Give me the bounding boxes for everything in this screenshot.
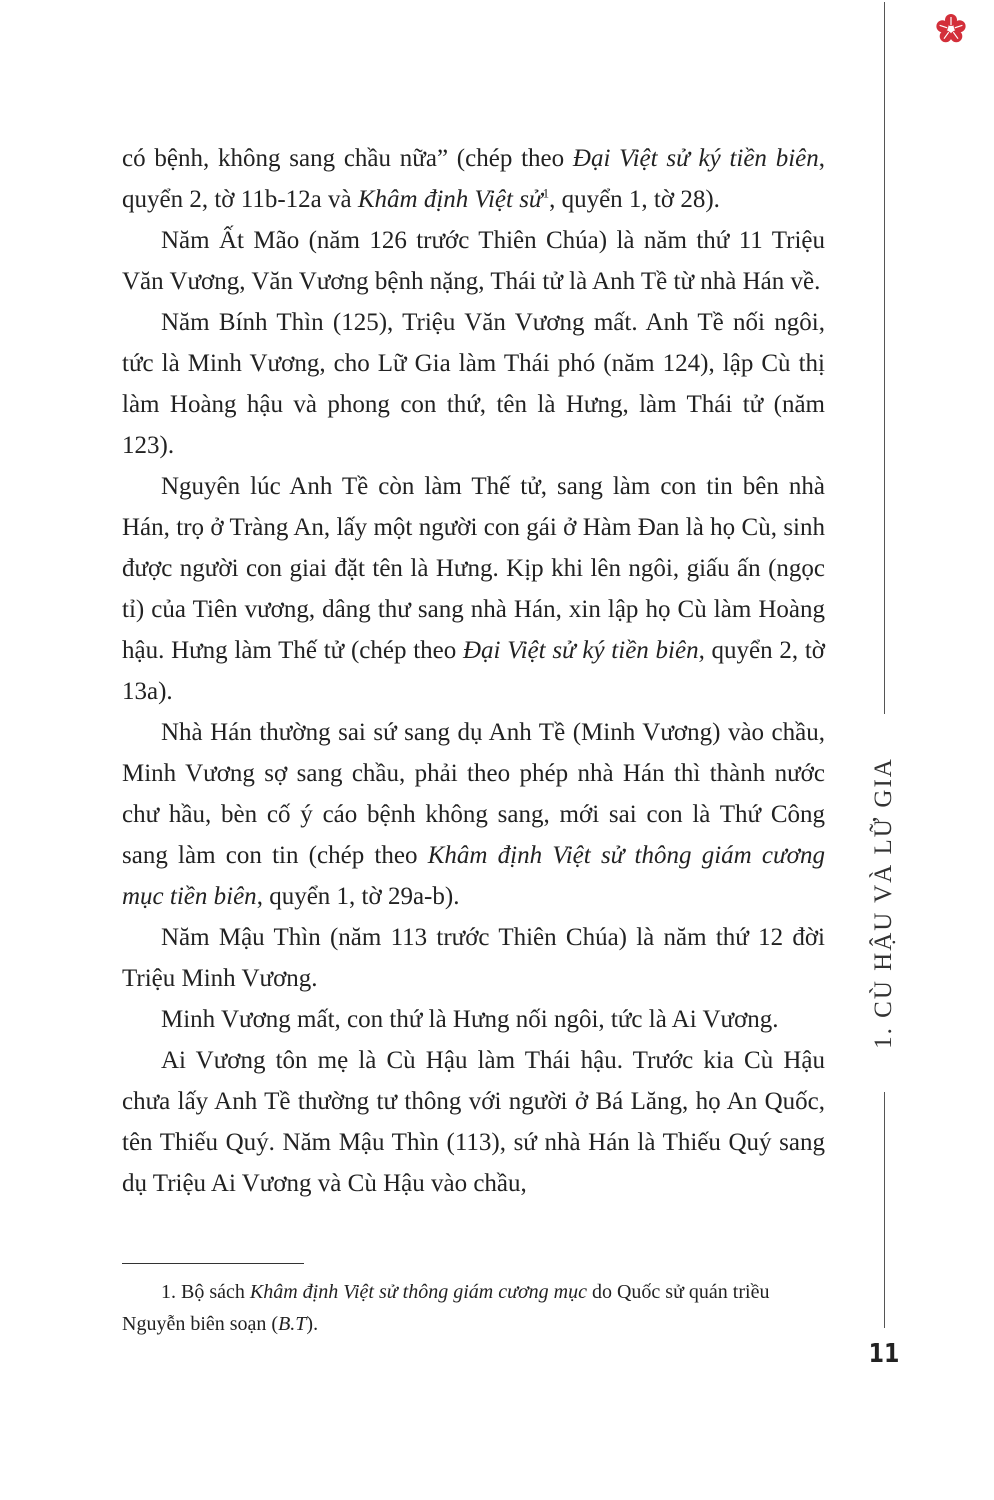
text-run: , quyển 2, tờ 11b-12a và bbox=[122, 145, 825, 213]
text-run: , quyển 1, tờ 29a-b). bbox=[256, 883, 460, 910]
paragraph: Minh Vương mất, con thứ là Hưng nối ngôi, tức là Ai Vương. bbox=[161, 1006, 779, 1033]
flower-ornament-icon bbox=[934, 12, 968, 46]
text-run: có bệnh, không sang chầu nữa” (chép theo bbox=[122, 145, 573, 172]
book-title: Khâm định Việt sử thông giám cương mục tiền biên bbox=[122, 842, 825, 910]
book-title: Khâm định Việt sử bbox=[357, 186, 543, 213]
paragraph bbox=[122, 466, 825, 712]
text-run: Nguyên lúc Anh Tề còn làm Thế tử, sang làm con tin bên nhà Hán, trọ ở Tràng An, lấy một người con gái ở Hàm Đan là họ Cù, sinh được người con giai đặt tên là Hưng. Kịp khi lên ngôi, giấu ấn (ngọc tỉ) của Tiên vương, dâng thư sang nhà Hán, xin lập họ Cù làm Hoàng hậu. Hưng làm Thế tử (chép theo bbox=[122, 473, 825, 664]
text-run: 1. Bộ sách bbox=[161, 1281, 250, 1303]
paragraph bbox=[122, 712, 825, 917]
page-number: 11 bbox=[868, 1339, 900, 1369]
footnote bbox=[122, 1276, 825, 1340]
margin-rule-bottom bbox=[884, 1092, 885, 1328]
paragraph: Năm Mậu Thìn (năm 113 trước Thiên Chúa) là năm thứ 12 đời Triệu Minh Vương. bbox=[122, 924, 825, 992]
paragraph: Năm Ất Mão (năm 126 trước Thiên Chúa) là năm thứ 11 Triệu Văn Vương, Văn Vương bệnh nặng, Thái tử là Anh Tề từ nhà Hán về. bbox=[122, 227, 825, 295]
footnote-ref: 1 bbox=[542, 185, 550, 201]
running-head-text: 1. CÙ HẬU VÀ LỮ GIA bbox=[870, 757, 897, 1049]
footnote-text bbox=[122, 1276, 825, 1340]
paragraph: Năm Bính Thìn (125), Triệu Văn Vương mất. Anh Tề nối ngôi, tức là Minh Vương, cho Lữ Gia làm Thái phó (năm 124), lập Cù thị làm Hoàng hậu và phong con thứ, tên là Hưng, làm Thái tử (năm 123). bbox=[122, 309, 825, 459]
text-run: quyển 2, tờ 13a). bbox=[122, 637, 826, 705]
book-title: Khâm định Việt sử thông giám cương mục bbox=[249, 1281, 587, 1303]
book-title: Đại Việt sử ký tiền biên, bbox=[462, 637, 705, 664]
text-run: , quyển 1, tờ 28). bbox=[549, 186, 720, 213]
text-run: Nhà Hán thường sai sứ sang dụ Anh Tề (Minh Vương) vào chầu, Minh Vương sợ sang chầu, phải theo phép nhà Hán thì thành nước chư hầu, bèn cố ý cáo bệnh không sang, mới sai con là Thứ Công sang làm con tin (chép theo bbox=[122, 719, 825, 869]
abbreviation: B.T bbox=[278, 1313, 307, 1335]
text-run: ). bbox=[306, 1313, 319, 1335]
paragraph bbox=[122, 138, 825, 220]
text-run: do Quốc sử quán triều Nguyễn biên soạn ( bbox=[122, 1281, 770, 1335]
footnote-divider bbox=[122, 1263, 304, 1264]
margin-rule-top bbox=[884, 2, 885, 714]
body-text bbox=[122, 138, 825, 1204]
paragraph: Ai Vương tôn mẹ là Cù Hậu làm Thái hậu. Trước kia Cù Hậu chưa lấy Anh Tề thường tư thông với người ở Bá Lăng, họ An Quốc, tên Thiếu Quý. Năm Mậu Thìn (113), sứ nhà Hán là Thiếu Quý sang dụ Triệu Ai Vương và Cù Hậu vào chầu, bbox=[122, 1047, 825, 1197]
book-title: Đại Việt sử ký tiền biên bbox=[572, 145, 819, 172]
